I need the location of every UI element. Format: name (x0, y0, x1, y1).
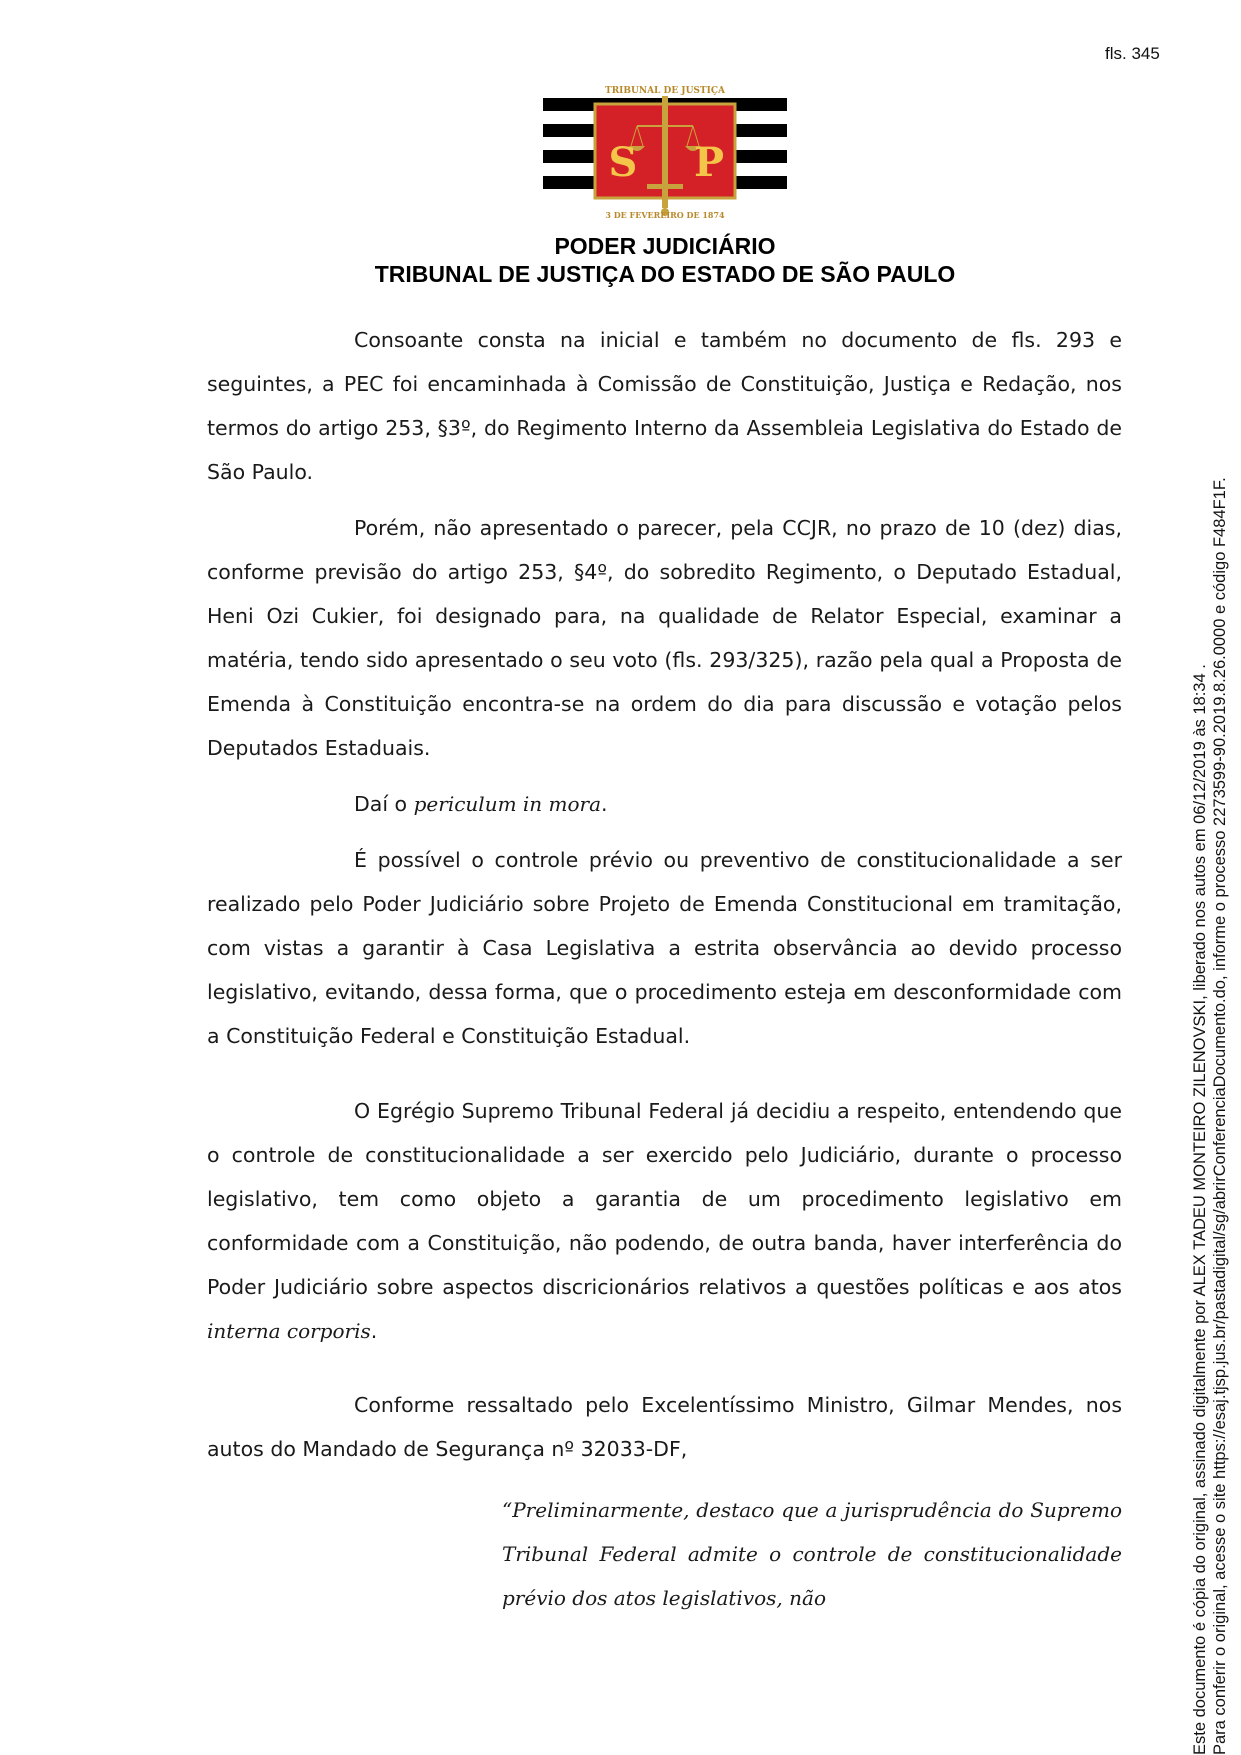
paragraph-5 (207, 1089, 1122, 1353)
paragraph-5-text: O Egrégio Supremo Tribunal Federal já decidiu a respeito, entendendo que o controle de constitucionalidade a ser exercido pelo Judiciário, durante o processo legislativo, tem como objeto a garantia de um procedimento legislativo em conformidade com a Constituição, não podendo, de outra banda, haver interferência do Poder Judiciário sobre aspectos discricionários relativos a questões políticas e aos atos (207, 1099, 1122, 1299)
document-body (207, 318, 1122, 1501)
paragraph-4: É possível o controle prévio ou preventivo de constitucionalidade a ser realizado pelo Poder Judiciário sobre Projeto de Emenda Constitucional em tramitação, com vistas a garantir à Casa Legislativa a estrita observância ao devido processo legislativo, evitando, dessa forma, que o procedimento esteja em desconformidade com a Constituição Federal e Constituição Estadual. (207, 848, 1122, 1048)
digital-signature-note (1190, 285, 1230, 1755)
document-header (200, 232, 1130, 288)
page-number: fls. 345 (1105, 44, 1160, 63)
paragraph-2: Porém, não apresentado o parecer, pela CCJR, no prazo de 10 (dez) dias, conforme previsão do artigo 253, §4º, do sobredito Regimento, o Deputado Estadual, Heni Ozi Cukier, foi designado para, na qualidade de Relator Especial, examinar a matéria, tendo sido apresentado o seu voto (fls. 293/325), razão pela qual a Proposta de Emenda à Constituição encontra-se na ordem do dia para discussão e votação pelos Deputados Estaduais. (207, 516, 1122, 760)
paragraph-3-end: . (601, 792, 608, 816)
seal-letter-s: S (608, 139, 638, 186)
paragraph-6: Conforme ressaltado pelo Excelentíssimo Ministro, Gilmar Mendes, nos autos do Mandado de Segurança nº 32033-DF, (207, 1393, 1122, 1461)
signature-line-2: Para conferir o original, acesse o site https://esaj.tjsp.jus.br/pastadigital/sg/abrirConferenciaDocumento.do, informe o processo 2273599-90.2019.8.26.0000 e código F484F1F. (1211, 477, 1229, 1755)
paragraph-3 (207, 782, 1122, 826)
block-quote: “Preliminarmente, destaco que a jurisprudência do Supremo Tribunal Federal admite o controle de constitucionalidade prévio dos atos legislativos, não (502, 1498, 1122, 1610)
paragraph-3-latin: periculum in mora (413, 792, 602, 816)
seal-bottom-text: 3 DE FEVEREIRO DE 1874 (605, 210, 725, 220)
tjsp-seal-logo (543, 84, 787, 220)
signature-line-1: Este documento é cópia do original, assinado digitalmente por ALEX TADEU MONTEIRO ZILENOVSKI, liberado nos autos em 06/12/2019 às 18:34 . (1191, 664, 1209, 1755)
paragraph-5-latin: interna corporis (207, 1319, 371, 1343)
seal-top-text: TRIBUNAL DE JUSTIÇA (605, 86, 725, 96)
paragraph-1: Consoante consta na inicial e também no documento de fls. 293 e seguintes, a PEC foi encaminhada à Comissão de Constituição, Justiça e Redação, nos termos do artigo 253, §3º, do Regimento Interno da Assembleia Legislativa do Estado de São Paulo. (207, 328, 1122, 484)
seal-letter-p: P (693, 139, 725, 186)
paragraph-3-text: Daí o (354, 792, 414, 816)
header-line-2: TRIBUNAL DE JUSTIÇA DO ESTADO DE SÃO PAULO (374, 261, 956, 287)
header-line-1: PODER JUDICIÁRIO (554, 233, 776, 259)
paragraph-5-end: . (370, 1319, 378, 1343)
